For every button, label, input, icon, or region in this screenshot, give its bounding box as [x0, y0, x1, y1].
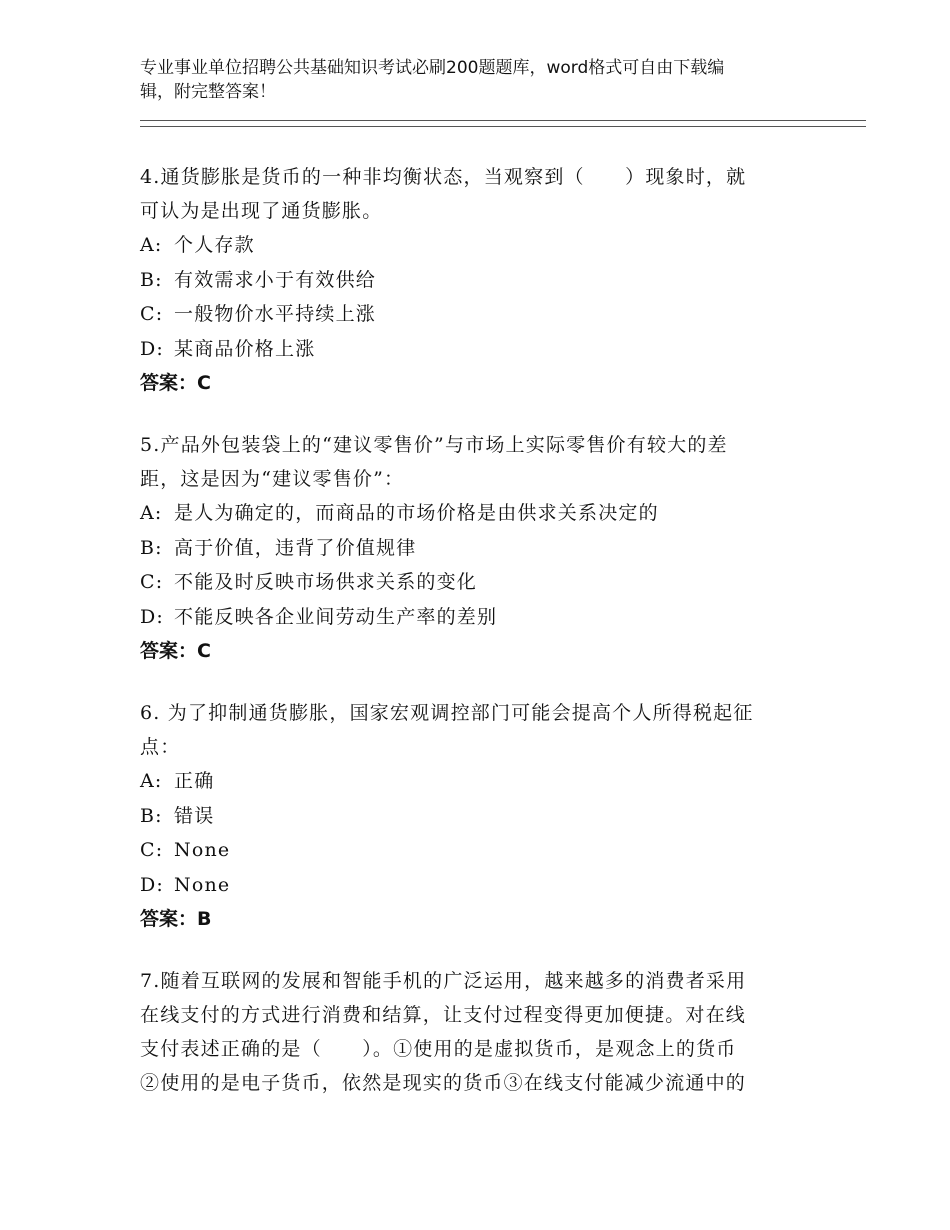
question-4-answer: 答案：C	[140, 372, 211, 394]
question-7-line-2: 在线支付的方式进行消费和结算，让支付过程变得更加便捷。对在线	[140, 1004, 747, 1026]
question-7-stem	[140, 964, 820, 1100]
option-text: 是人为确定的，而商品的市场价格是由供求关系决定的	[174, 502, 659, 524]
option-text: 有效需求小于有效供给	[174, 268, 377, 291]
question-7-line-4: ②使用的是电子货币，依然是现实的货币③在线支付能减少流通中的	[140, 1072, 747, 1094]
option-label: A:	[140, 770, 163, 792]
question-6-stem	[140, 696, 820, 764]
question-5-line-1: 5.产品外包装袋上的“建议零售价”与市场上实际零售价有较大的差	[140, 434, 728, 456]
option-label: B:	[140, 536, 163, 559]
option-label: D:	[140, 873, 165, 896]
document-header	[140, 56, 800, 104]
option-label: B:	[140, 804, 163, 827]
option-label: C:	[140, 571, 164, 593]
question-5-option-b	[140, 531, 820, 566]
question-5-line-2: 距，这是因为“建议零售价”：	[140, 468, 405, 490]
question-4-option-a	[140, 228, 820, 263]
question-7-line-3: 支付表述正确的是（ ）。①使用的是虚拟货币，是观念上的货币	[140, 1038, 737, 1060]
option-label: C:	[140, 839, 164, 861]
question-4	[140, 160, 820, 400]
option-text: None	[174, 873, 231, 896]
question-6-line-2: 点：	[140, 736, 181, 758]
option-text: None	[174, 839, 231, 861]
question-6-option-c	[140, 833, 820, 868]
question-6-option-d	[140, 868, 820, 903]
option-text: 不能及时反映市场供求关系的变化	[174, 571, 478, 593]
question-5-answer: 答案：C	[140, 640, 211, 662]
option-text: 某商品价格上涨	[174, 337, 316, 360]
option-label: A:	[140, 234, 163, 256]
question-list	[140, 160, 820, 1128]
question-7-line-1: 7.随着互联网的发展和智能手机的广泛运用，越来越多的消费者采用	[140, 970, 747, 992]
option-label: D:	[140, 337, 165, 360]
question-4-option-b	[140, 263, 820, 298]
question-7	[140, 964, 820, 1100]
option-text: 不能反映各企业间劳动生产率的差别	[174, 605, 498, 628]
question-4-option-d	[140, 332, 820, 367]
option-text: 正确	[174, 770, 215, 792]
question-5	[140, 428, 820, 668]
option-text: 错误	[174, 804, 215, 827]
header-line-1: 专业事业单位招聘公共基础知识考试必刷200题题库，word格式可自由下载编	[140, 58, 725, 78]
question-6-answer: 答案：B	[140, 908, 212, 930]
question-5-option-a	[140, 496, 820, 531]
option-label: C:	[140, 303, 164, 325]
option-text: 高于价值，违背了价值规律	[174, 536, 417, 559]
option-label: A:	[140, 502, 163, 524]
option-text: 个人存款	[174, 234, 255, 256]
question-4-option-c	[140, 297, 820, 332]
header-line-2: 辑，附完整答案！	[140, 82, 276, 102]
question-4-stem	[140, 160, 820, 228]
question-6-option-a	[140, 764, 820, 799]
question-6	[140, 696, 820, 936]
option-text: 一般物价水平持续上涨	[174, 303, 377, 325]
question-4-line-2: 可认为是出现了通货膨胀。	[140, 200, 383, 222]
question-5-option-d	[140, 600, 820, 635]
question-6-option-b	[140, 799, 820, 834]
question-6-line-1: 6. 为了抑制通货膨胀，国家宏观调控部门可能会提高个人所得税起征	[140, 702, 754, 724]
option-label: B:	[140, 268, 163, 291]
option-label: D:	[140, 605, 165, 628]
question-5-option-c	[140, 565, 820, 600]
question-4-line-1: 4.通货膨胀是货币的一种非均衡状态，当观察到（ ）现象时，就	[140, 166, 747, 188]
header-double-rule	[140, 120, 866, 127]
question-5-stem	[140, 428, 820, 496]
